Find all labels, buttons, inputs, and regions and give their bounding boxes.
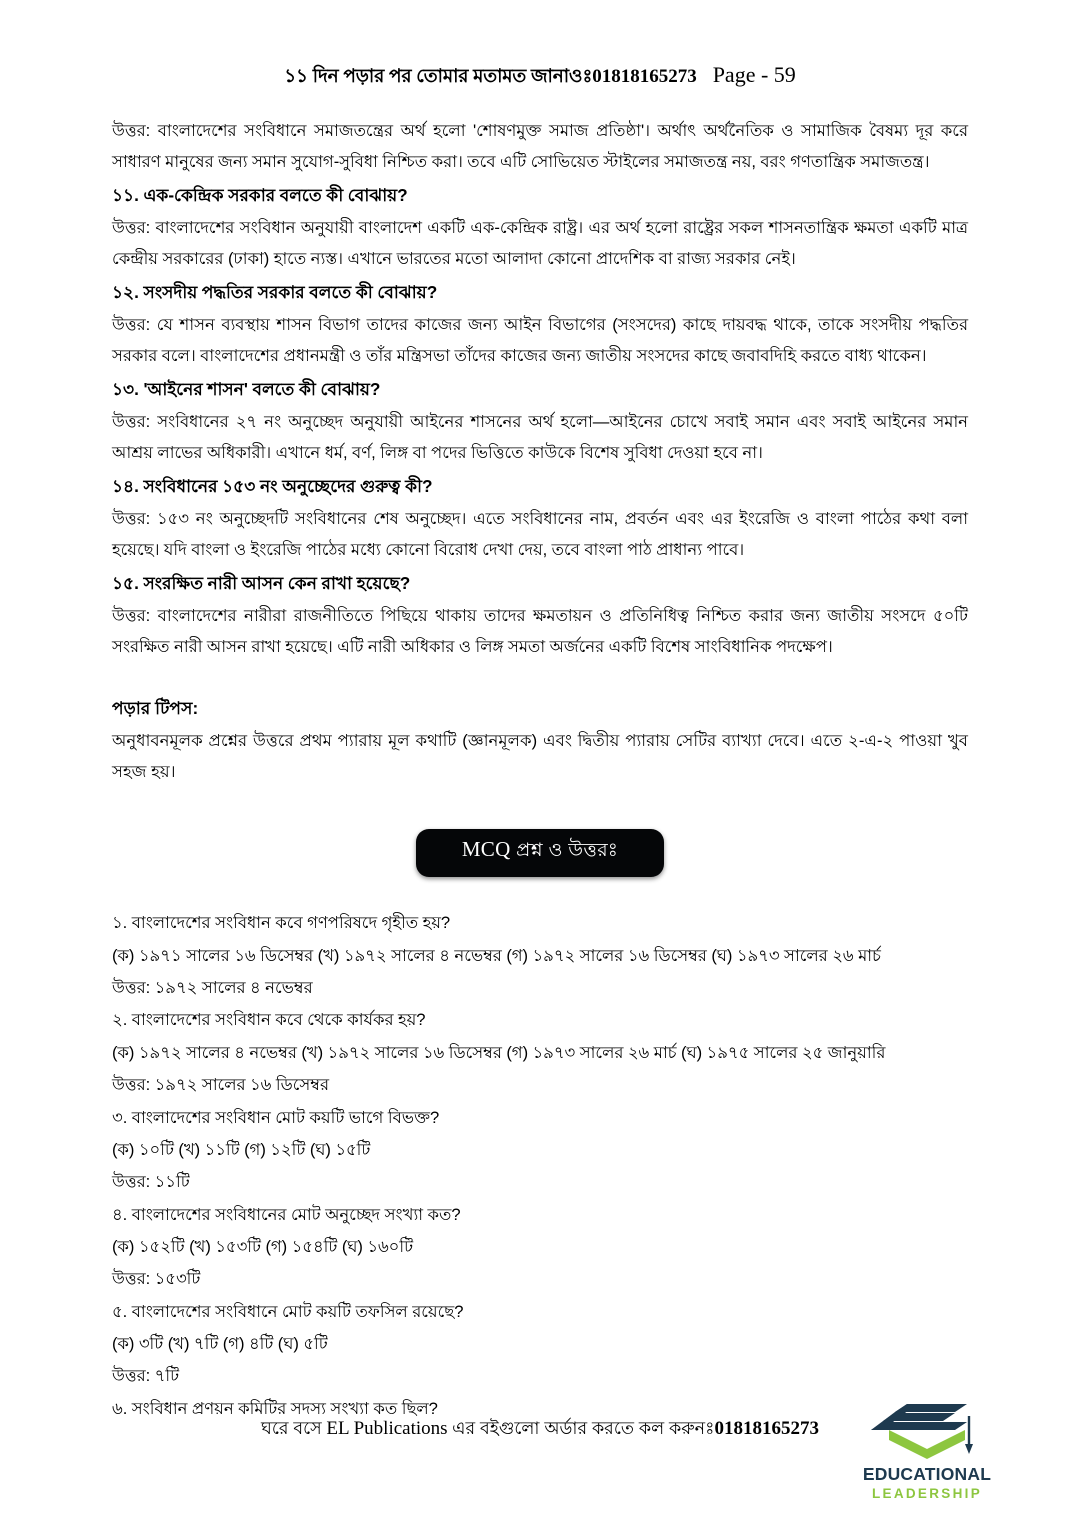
footer-text-after: এর বইগুলো অর্ডার করতে কল করুনঃ	[452, 1418, 715, 1438]
mcq-options-2: (ক) ১৯৭২ সালের ৪ নভেম্বর (খ) ১৯৭২ সালের ১৬ ডিসেম্বর (গ) ১৯৭৩ সালের ২৬ মার্চ (ঘ) ১৯৭৫ সালের ২৫ জানুয়ারি	[112, 1042, 886, 1062]
mcq-question-6: ৬. সংবিধান প্রণয়ন কমিটির সদস্য সংখ্যা কত ছিল?	[112, 1398, 438, 1418]
question-heading-15: ১৫. সংরক্ষিত নারী আসন কেন রাখা হয়েছে?	[112, 573, 411, 594]
mcq-banner-english: MCQ	[461, 837, 511, 862]
mcq-options-1: (ক) ১৯৭১ সালের ১৬ ডিসেম্বর (খ) ১৯৭২ সালের ৪ নভেম্বর (গ) ১৯৭২ সালের ১৬ ডিসেম্বর (ঘ) ১৯৭৩ সালের ২৬ মার্চ	[112, 945, 881, 965]
mcq-section-banner	[416, 829, 664, 877]
footer-text-before: ঘরে বসে	[261, 1418, 322, 1438]
study-tips-heading: পড়ার টিপস:	[112, 698, 199, 719]
answer-paragraph-12: উত্তর: যে শাসন ব্যবস্থায় শাসন বিভাগ তাদের কাজের জন্য আইন বিভাগের (সংসদের) কাছে দায়বদ্ধ থাকে, তাকে সংসদীয় পদ্ধতির সরকার বলে। বাংলাদেশের প্রধানমন্ত্রী ও তাঁর মন্ত্রিসভা তাঁদের কাজের জন্য জাতীয় সংসদের কাছে জবাবদিহি করতে বাধ্য থাকেন।	[112, 314, 968, 366]
footer-phone: 01818165273	[714, 1418, 819, 1439]
mcq-question-5: ৫. বাংলাদেশের সংবিধানে মোট কয়টি তফসিল রয়েছে?	[112, 1301, 464, 1321]
intro-answer-paragraph: উত্তর: বাংলাদেশের সংবিধানে সমাজতন্ত্রের অর্থ হলো 'শোষণমুক্ত সমাজ প্রতিষ্ঠা'। অর্থাৎ অর্থনৈতিক ও সামাজিক বৈষম্য দূর করে সাধারণ মানুষের জন্য সমান সুযোগ-সুবিধা নিশ্চিত করা। তবে এটি সোভিয়েত স্টাইলের সমাজতন্ত্র নয়, বরং গণতান্ত্রিক সমাজতন্ত্র।	[112, 120, 968, 171]
graduation-cap-e-icon	[869, 1400, 985, 1462]
question-heading-11: ১১. এক-কেন্দ্রিক সরকার বলতে কী বোঝায়?	[112, 185, 408, 206]
answer-paragraph-13: উত্তর: সংবিধানের ২৭ নং অনুচ্ছেদ অনুযায়ী আইনের শাসনের অর্থ হলো—আইনের চোখে সবাই সমান এবং সবাই আইনের সমান আশ্রয় লাভের অধিকারী। এখানে ধর্ম, বর্ণ, লিঙ্গ বা পদের ভিত্তিতে কাউকে বিশেষ সুবিধা দেওয়া হবে না।	[112, 411, 968, 463]
answer-paragraph-15: উত্তর: বাংলাদেশের নারীরা রাজনীতিতে পিছিয়ে থাকায় তাদের ক্ষমতায়ন ও প্রতিনিধিত্ব নিশ্চিত করার জন্য জাতীয় সংসদে ৫০টি সংরক্ষিত নারী আসন রাখা হয়েছে। এটি নারী অধিকার ও লিঙ্গ সমতা অর্জনের একটি বিশেষ সাংবিধানিক পদক্ষেপ।	[112, 606, 968, 657]
mcq-options-5: (ক) ৩টি (খ) ৭টি (গ) ৪টি (ঘ) ৫টি	[112, 1333, 328, 1353]
header-phone: 01818165273	[592, 66, 697, 87]
mcq-options-3: (ক) ১০টি (খ) ১১টি (গ) ১২টি (ঘ) ১৫টি	[112, 1139, 371, 1159]
page-number-label: Page - 59	[712, 62, 796, 87]
mcq-banner-wrapper	[112, 829, 968, 877]
mcq-list	[112, 907, 968, 1425]
mcq-question-3: ৩. বাংলাদেশের সংবিধান মোট কয়টি ভাগে বিভক্ত?	[112, 1107, 440, 1127]
mcq-answer-3: উত্তর: ১১টি	[112, 1172, 190, 1192]
mcq-banner-bengali: প্রশ্ন ও উত্তরঃ	[516, 840, 619, 862]
question-heading-14: ১৪. সংবিধানের ১৫৩ নং অনুচ্ছেদের গুরুত্ব কী?	[112, 476, 433, 497]
header-bengali-note: ১১ দিন পড়ার পর তোমার মতামত জানাওঃ	[284, 65, 593, 86]
study-tips-body: অনুধাবনমূলক প্রশ্নের উত্তরে প্রথম প্যারায় মূল কথাটি (জ্ঞানমূলক) এবং দ্বিতীয় প্যারায় সেটির ব্যাখ্যা দেবে। এতে ২-এ-২ পাওয়া খুব সহজ হয়।	[112, 731, 968, 782]
mcq-question-1: ১. বাংলাদেশের সংবিধান কবে গণপরিষদে গৃহীত হয়?	[112, 913, 451, 933]
logo-text-leadership: LEADERSHIP	[871, 1486, 982, 1501]
mcq-answer-1: উত্তর: ১৯৭২ সালের ৪ নভেম্বর	[112, 978, 313, 998]
mcq-answer-5: উত্তর: ৭টি	[112, 1366, 180, 1386]
document-content	[112, 115, 968, 1425]
mcq-question-2: ২. বাংলাদেশের সংবিধান কবে থেকে কার্যকর হয়?	[112, 1010, 426, 1030]
footer-brand-name: EL Publications	[326, 1418, 448, 1439]
answer-paragraph-11: উত্তর: বাংলাদেশের সংবিধান অনুযায়ী বাংলাদেশ একটি এক-কেন্দ্রিক রাষ্ট্র। এর অর্থ হলো রাষ্ট্রের সকল শাসনতান্ত্রিক ক্ষমতা একটি মাত্র কেন্দ্রীয় সরকারের (ঢাকা) হাতে ন্যস্ত। এখানে ভারতের মতো আলাদা কোনো প্রাদেশিক বা রাজ্য সরকার নেই।	[112, 217, 968, 269]
question-heading-12: ১২. সংসদীয় পদ্ধতির সরকার বলতে কী বোঝায়?	[112, 282, 438, 303]
logo-text-educational: EDUCATIONAL	[862, 1464, 992, 1484]
mcq-answer-2: উত্তর: ১৯৭২ সালের ১৬ ডিসেম্বর	[112, 1075, 329, 1095]
mcq-options-4: (ক) ১৫২টি (খ) ১৫৩টি (গ) ১৫৪টি (ঘ) ১৬০টি	[112, 1236, 414, 1256]
question-heading-13: ১৩. 'আইনের শাসন' বলতে কী বোঝায়?	[112, 379, 381, 400]
mcq-question-4: ৪. বাংলাদেশের সংবিধানের মোট অনুচ্ছেদ সংখ্যা কত?	[112, 1204, 461, 1224]
page-header	[112, 0, 968, 89]
answer-paragraph-14: উত্তর: ১৫৩ নং অনুচ্ছেদটি সংবিধানের শেষ অনুচ্ছেদ। এতে সংবিধানের নাম, প্রবর্তন এবং এর ইংরেজি ও বাংলা পাঠের কথা বলা হয়েছে। যদি বাংলা ও ইংরেজি পাঠের মধ্যে কোনো বিরোধ দেখা দেয়, তবে বাংলা পাঠ প্রাধান্য পাবে।	[112, 508, 968, 560]
page-footer	[0, 1398, 1080, 1528]
educational-leadership-logo	[852, 1400, 1002, 1520]
mcq-answer-4: উত্তর: ১৫৩টি	[112, 1269, 201, 1289]
